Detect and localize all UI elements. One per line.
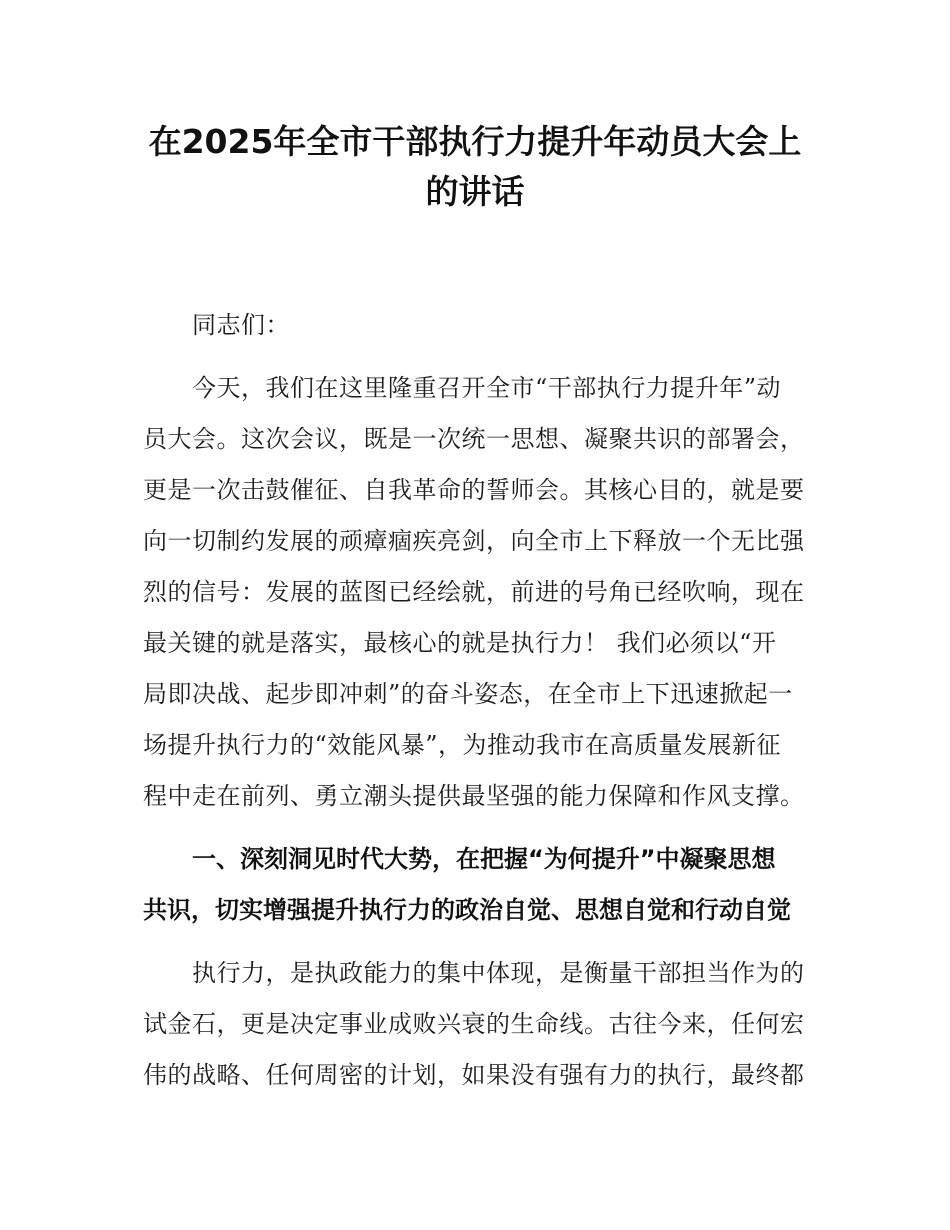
paragraph-1-line-8: 场提升执行力的“效能风暴”，为推动我市在高质量发展新征 xyxy=(143,731,782,759)
paragraph-1-line-2: 员大会。这次会议，既是一次统一思想、凝聚共识的部署会， xyxy=(143,425,805,453)
salutation: 同志们： xyxy=(192,311,290,339)
document-title-line-2: 的讲话 xyxy=(425,172,525,211)
paragraph-1-line-4: 向一切制约发展的顽瘴痼疾亮剑，向全市上下释放一个无比强 xyxy=(143,527,805,555)
section-heading-1-line-1: 一、深刻洞见时代大势，在把握“为何提升”中凝聚思想 xyxy=(192,845,776,873)
paragraph-1-line-3: 更是一次击鼓催征、自我革命的誓师会。其核心目的，就是要 xyxy=(143,476,805,504)
paragraph-2-line-3: 伟的战略、任何周密的计划，如果没有强有力的执行，最终都 xyxy=(143,1061,805,1089)
paragraph-2-line-1: 执行力，是执政能力的集中体现，是衡量干部担当作为的 xyxy=(192,959,805,987)
paragraph-2-line-2: 试金石，更是决定事业成败兴衰的生命线。古往今来，任何宏 xyxy=(143,1010,805,1038)
paragraph-1-line-6: 最关键的就是落实，最核心的就是执行力！ 我们必须以“开 xyxy=(143,629,777,657)
section-heading-1-line-2: 共识，切实增强提升执行力的政治自觉、思想自觉和行动自觉 xyxy=(143,896,791,924)
paragraph-1-line-9: 程中走在前列、勇立潮头提供最坚强的能力保障和作风支撑。 xyxy=(143,782,805,810)
paragraph-1-line-5: 烈的信号：发展的蓝图已经绘就，前进的号角已经吹响，现在 xyxy=(143,578,805,606)
paragraph-1-line-7: 局即决战、起步即冲刺”的奋斗姿态，在全市上下迅速掀起一 xyxy=(143,680,793,708)
document-title-line-1: 在2025年全市干部执行力提升年动员大会上 xyxy=(148,122,802,161)
paragraph-1-line-1: 今天，我们在这里隆重召开全市“干部执行力提升年”动 xyxy=(192,374,782,402)
